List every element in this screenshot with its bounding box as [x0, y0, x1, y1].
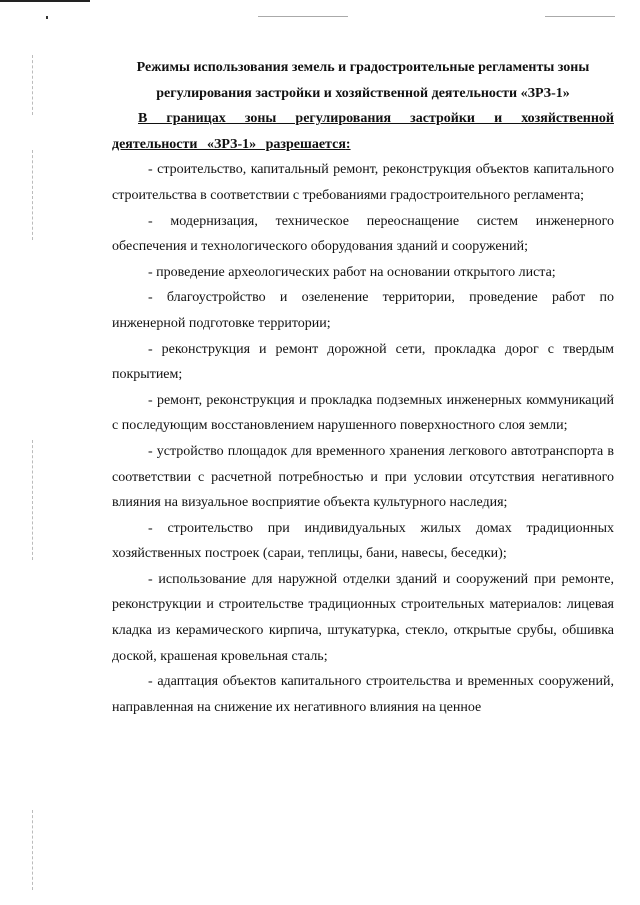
- permitted-heading-text: В границах зоны регулирования застройки и хозяйственной деятельности «ЗРЗ-1» разрешается: [112, 111, 614, 152]
- permitted-items-list: [112, 157, 614, 720]
- document-title-line-2: регулирования застройки и хозяйственной деятельности «ЗРЗ-1»: [156, 85, 570, 101]
- permitted-item: - ремонт, реконструкция и прокладка подземных инженерных коммуникаций с последующим восстановлением нарушенного поверхностного слоя земли;: [112, 392, 614, 434]
- document-body: [112, 55, 614, 720]
- permitted-section-heading: [112, 106, 614, 157]
- permitted-item: - проведение археологических работ на основании открытого листа;: [148, 264, 556, 280]
- permitted-item: - реконструкция и ремонт дорожной сети, прокладка дорог с твердым покрытием;: [112, 341, 614, 383]
- permitted-item: - модернизация, техническое переоснащение систем инженерного обеспечения и технологического оборудования зданий и сооружений;: [112, 213, 614, 255]
- permitted-item: - строительство при индивидуальных жилых домах традиционных хозяйственных построек (сараи, теплицы, бани, навесы, беседки);: [112, 520, 614, 562]
- permitted-item: - устройство площадок для временного хранения легкового автотранспорта в соответствии с расчетной потребностью и при условии отсутствия негативного влияния на визуальное восприятие объекта культурного наследия;: [112, 443, 614, 511]
- document-title-line-1: Режимы использования земель и градостроительные регламенты зоны: [136, 60, 590, 75]
- scan-artifact-dash: [258, 16, 348, 17]
- permitted-item: - адаптация объектов капитального строительства и временных сооружений, направленная на снижение их негативного влияния на ценное: [112, 674, 614, 715]
- scan-artifact-left-edge: [32, 810, 34, 890]
- permitted-item: - использование для наружной отделки зданий и сооружений при ремонте, реконструкции и строительстве традиционных строительных материалов: лицевая кладка из керамического кирпича, штукатурка, стекло, открытые срубы, обшивка доской, крашеная кровельная сталь;: [112, 571, 614, 664]
- scan-artifact-left-edge: [32, 440, 34, 560]
- permitted-item: - благоустройство и озеленение территории, проведение работ по инженерной подготовке территории;: [112, 290, 614, 331]
- scan-artifact-dot: [46, 16, 48, 19]
- scan-artifact-dash: [545, 16, 615, 17]
- scan-artifact-left-edge: [32, 150, 34, 240]
- heading-colon: :: [345, 136, 351, 152]
- scan-artifact-left-edge: [32, 55, 34, 115]
- scan-artifact-top-line: [0, 0, 90, 2]
- permitted-item: - строительство, капитальный ремонт, реконструкция объектов капитального строительства в соответствии с требованиями градостроительного регламента;: [112, 162, 614, 203]
